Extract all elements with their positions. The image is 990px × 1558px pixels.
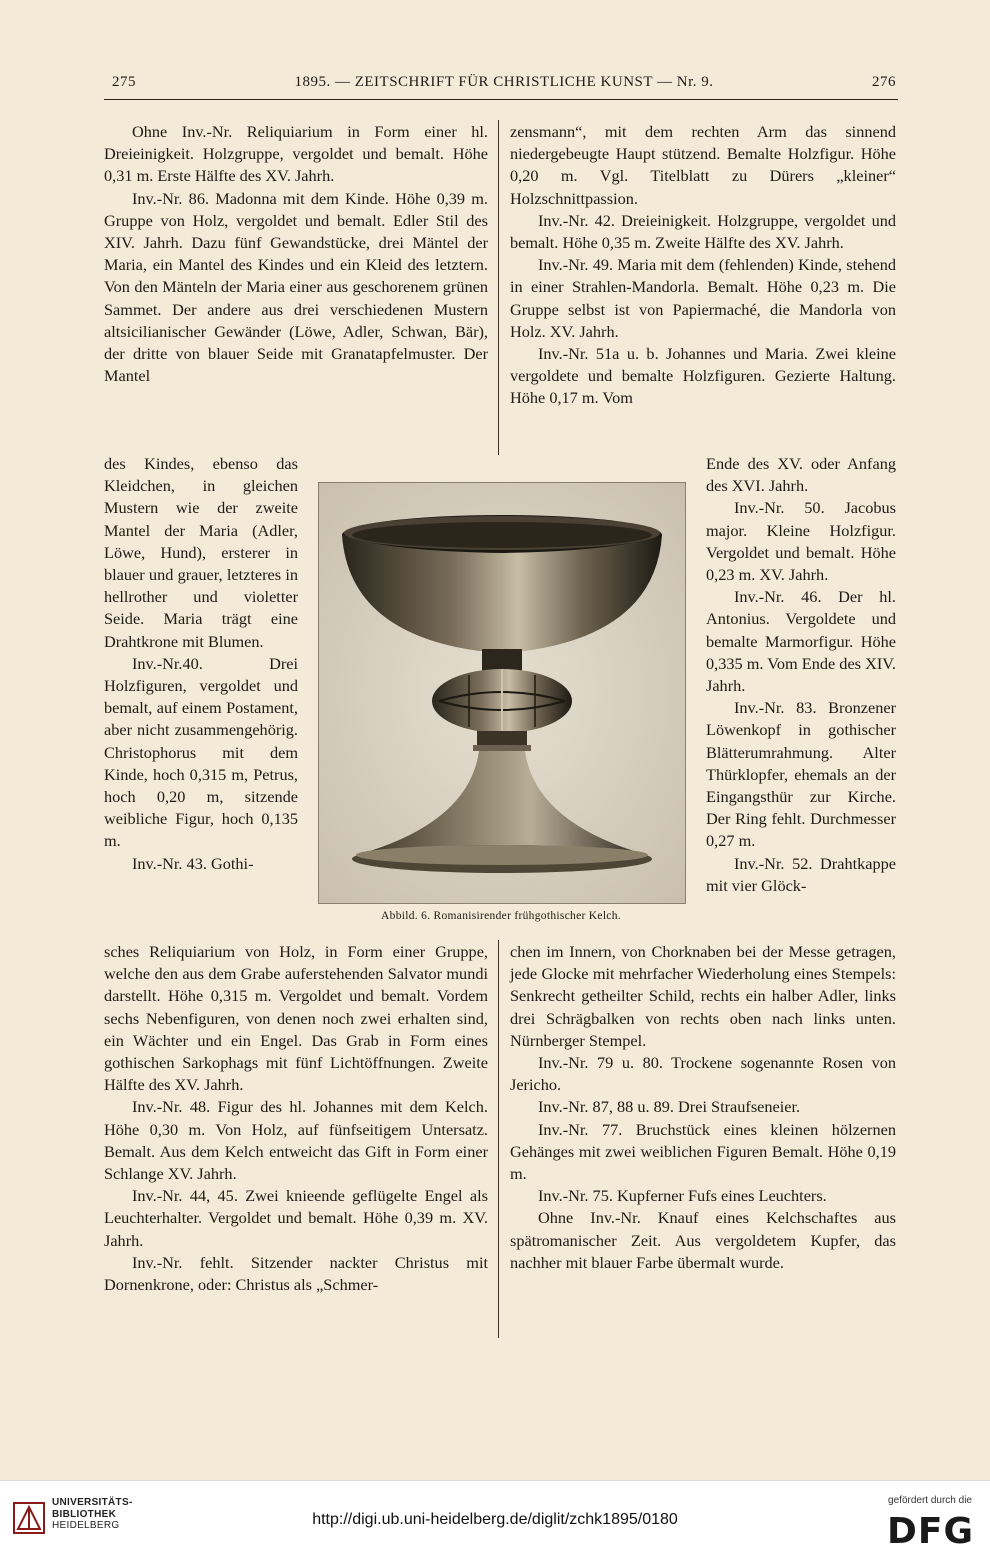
paragraph: Inv.-Nr. 43. Gothi- xyxy=(132,853,254,873)
paragraph: Inv.-Nr. 77. Bruchstück eines kleinen hölzernen Gehänges mit zwei weiblichen Figuren Bemalt. Höhe 0,19 m. xyxy=(510,1119,896,1184)
dfg-logo: DFG xyxy=(886,1511,974,1552)
paragraph: Inv.-Nr. 49. Maria mit dem (fehlenden) Kinde, stehend in einer Strahlen-Mandorla. Bemalt. Höhe 0,23 m. Die Gruppe selbst ist von Papiermaché, die Mandorla von Holz. XV. Jahrh. xyxy=(510,255,896,341)
paragraph: Inv.-Nr. fehlt. Sitzender nackter Christus mit Dornenkrone, oder: Christus als „Schmer- xyxy=(104,1252,488,1295)
header-rule xyxy=(104,99,898,100)
chalice-icon xyxy=(319,483,685,903)
left-column-bottom xyxy=(104,941,488,1296)
source-url-link[interactable]: http://digi.ub.uni-heidelberg.de/diglit/zchk1895/0180 xyxy=(312,1511,678,1528)
paragraph: Inv.-Nr. 87, 88 u. 89. Drei Straufseneier. xyxy=(538,1097,801,1117)
paragraph: Inv.-Nr. 46. Der hl. Antonius. Vergoldete und bemalte Marmorfigur. Höhe 0,335 m. Vom Ende des XIV. Jahrh. xyxy=(706,587,896,696)
running-header xyxy=(112,70,896,96)
chalice-figure xyxy=(318,482,686,904)
right-column-narrow xyxy=(706,453,896,897)
paragraph: Ohne Inv.-Nr. Knauf eines Kelchschaftes aus spätromanischer Zeit. Aus vergoldetem Kupfer, das nachher mit blauer Farbe übermalt wurde. xyxy=(510,1208,896,1272)
paragraph: Inv.-Nr. 44, 45. Zwei knieende geflügelte Engel als Leuchterhalter. Vergoldet und bemalt. Höhe 0,39 m. XV. Jahrh. xyxy=(104,1186,488,1250)
paragraph: Ende des XV. oder Anfang des XVI. Jahrh. xyxy=(706,454,896,496)
figure-caption: Abbild. 6. Romanisirender frühgothischer Kelch. xyxy=(381,910,621,922)
paragraph: Ohne Inv.-Nr. Reliquiarium in Form einer hl. Dreieinigkeit. Holzgruppe, vergoldet und bemalt. Höhe 0,31 m. Erste Hälfte des XV. Jahrh. xyxy=(104,122,488,186)
paragraph: sches Reliquiarium von Holz, in Form einer Gruppe, welche den aus dem Grabe auferstehenden Salvator mundi darstellt. Höhe 0,315 m. Vergoldet und bemalt. Vordem sechs Nebenfiguren, von denen noch zwei erhalten sind, ein Wächter und ein Engel. Das Grab in Form eines gothischen Sarkophags mit fünf Lichtöffnungen. Zweite Hälfte des XV. Jahrh. xyxy=(104,942,488,1095)
page-number-right: 276 xyxy=(872,74,896,90)
right-column-bottom xyxy=(510,941,896,1274)
library-line: BIBLIOTHEK xyxy=(52,1508,117,1520)
paragraph: Inv.-Nr. 50. Jacobus major. Kleine Holzfigur. Vergoldet und bemalt. Höhe 0,23 m. XV. Jahrh. xyxy=(706,498,896,585)
paragraph: chen im Innern, von Chorknaben bei der Messe getragen, jede Glocke mit mehrfacher Wiederholung eines Stempels: Senkrecht getheilter Schild, rechts ein halber Adler, links drei Schrägbalken von rechts oben nach links unten. Nürnberger Stempel. xyxy=(510,942,896,1050)
paragraph: Inv.-Nr. 79 u. 80. Trockene sogenannte Rosen von Jericho. xyxy=(510,1053,896,1095)
left-column-narrow xyxy=(104,453,298,875)
left-column-top xyxy=(104,121,488,387)
paragraph: Inv.-Nr. 48. Figur des hl. Johannes mit dem Kelch. Höhe 0,30 m. Von Holz, auf fünfseitigem Untersatz. Bemalt. Aus dem Kelch entweicht das Gift in Form einer Schlange XV. Jahrh. xyxy=(104,1097,488,1184)
paragraph: Inv.-Nr. 52. Drahtkappe mit vier Glöck- xyxy=(706,853,896,895)
journal-title: 1895. — ZEITSCHRIFT FÜR CHRISTLICHE KUNST — Nr. 9. xyxy=(294,74,714,90)
paragraph: Inv.-Nr. 51a u. b. Johannes und Maria. Zwei kleine vergoldete und bemalte Holzfiguren. Gezierte Haltung. Höhe 0,17 m. Vom xyxy=(510,344,896,408)
paragraph: Inv.-Nr. 83. Bronzener Löwenkopf in gothischer Blätterumrahmung. Alter Thürklopfer, ehemals an der Eingangsthür zur Kirche. Der Ring fehlt. Durchmesser 0,27 m. xyxy=(706,698,896,851)
right-column-top xyxy=(510,121,896,410)
paragraph: Inv.-Nr.40. Drei Holzfiguren, vergoldet und bemalt, auf einem Postament, aber nicht zusammengehörig. Christophorus mit dem Kinde, hoch 0,315 m, Petrus, hoch 0,20 m, sitzende weibliche Figur, hoch 0,135 m. xyxy=(104,653,298,851)
paragraph: zensmann“, mit dem rechten Arm das sinnend niedergebeugte Haupt stützend. Bemalte Holzfigur. Höhe 0,20 m. Vgl. Titelblatt zu Dürers „kleiner“ Holzschnittpassion. xyxy=(510,122,896,208)
library-line: HEIDELBERG xyxy=(52,1520,120,1531)
page-number-left: 275 xyxy=(112,74,136,90)
digitization-footer xyxy=(0,1480,990,1558)
paragraph: Inv.-Nr. 75. Kupferner Fufs eines Leuchters. xyxy=(538,1186,827,1206)
library-line: UNIVERSITÄTS- xyxy=(52,1497,133,1508)
column-divider-bottom xyxy=(498,940,499,1338)
paragraph: Inv.-Nr. 42. Dreieinigkeit. Holzgruppe, vergoldet und bemalt. Höhe 0,35 m. Zweite Hälfte des XV. Jahrh. xyxy=(510,210,896,253)
paragraph: des Kindes, ebenso das Kleidchen, in gleichen Mustern wie der zweite Mantel der Maria (Adler, Löwe, Hund), ersterer in blauer und grauer, letzteres in hellrother und violetter Seide. Maria trägt eine Drahtkrone mit Blumen. xyxy=(104,454,298,651)
paragraph: Inv.-Nr. 86. Madonna mit dem Kinde. Höhe 0,39 m. Gruppe von Holz, vergoldet und bemalt. Edler Stil des XIV. Jahrh. Dazu fünf Gewandstücke, drei Mäntel der Maria, ein Mantel des Kindes und ein Kleid des letztern. Von den Mänteln der Maria einer aus geschorenem grünen Sammet. Der andere aus drei verschiedenen Mustern altsicilianischer Gewänder (Löwe, Adler, Schwan, Bär), der dritte von blauer Seide mit Granatapfelmuster. Der Mantel xyxy=(104,188,488,386)
column-divider-top xyxy=(498,120,499,455)
funding-note: gefördert durch die xyxy=(888,1495,972,1506)
